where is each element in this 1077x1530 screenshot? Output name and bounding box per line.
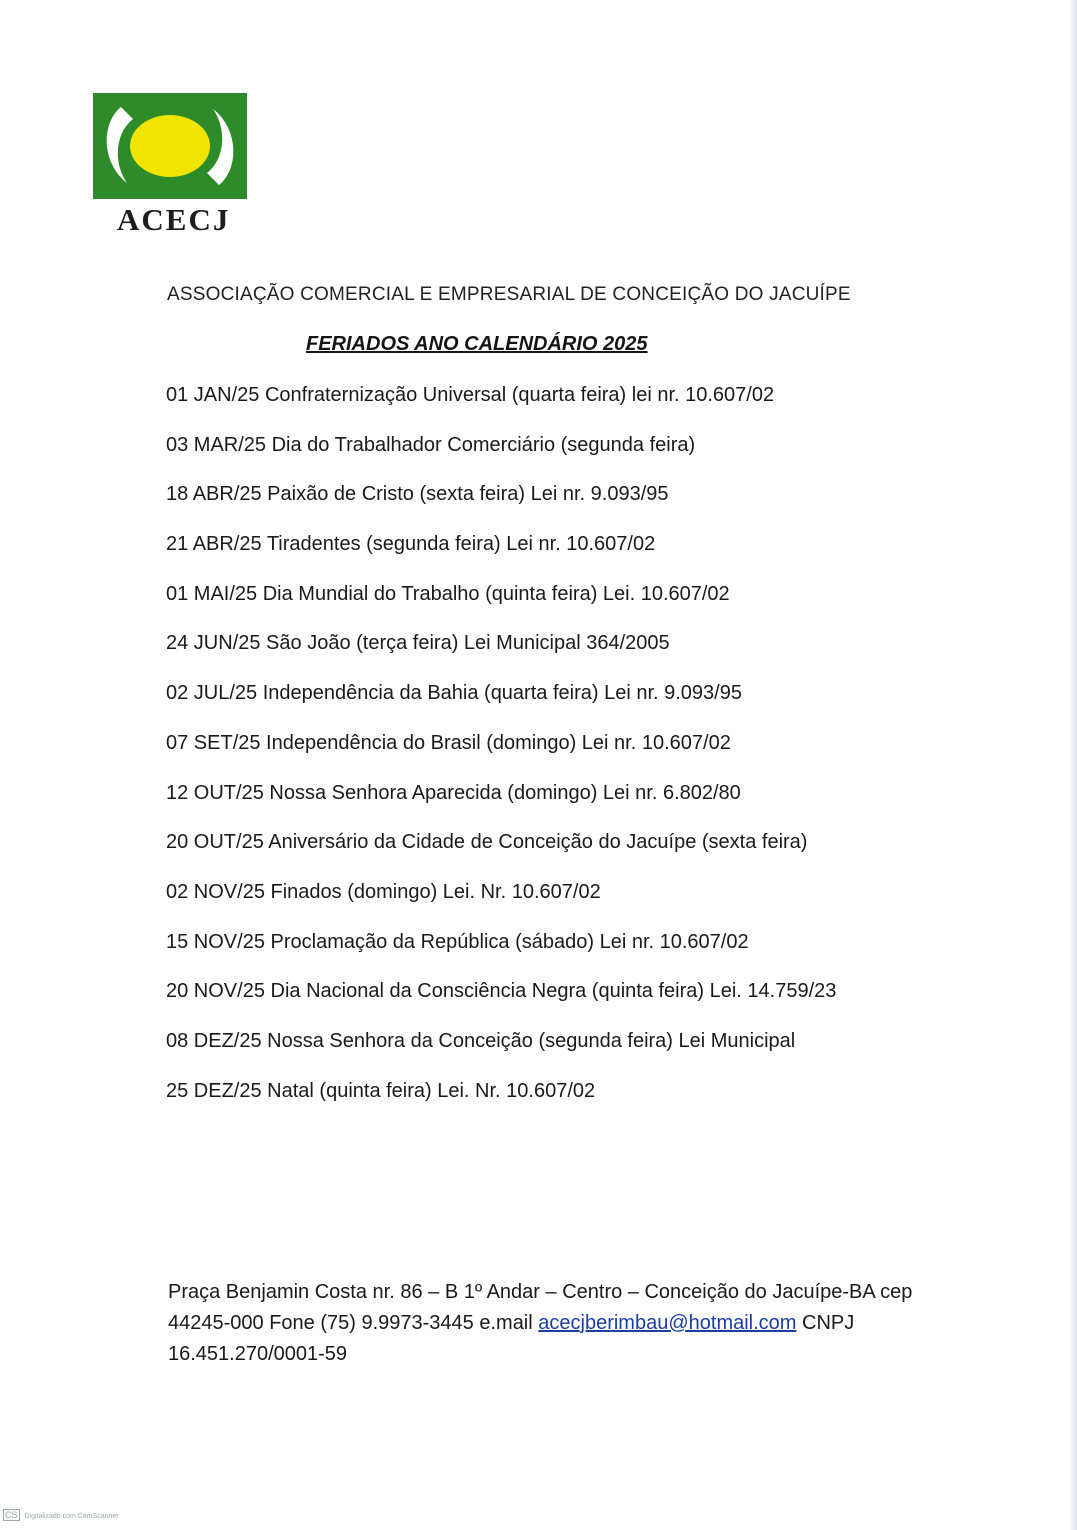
camscanner-icon: CS <box>5 1510 18 1520</box>
acecj-logo <box>93 93 247 199</box>
page-edge <box>1071 0 1077 1530</box>
holiday-item: 02 NOV/25 Finados (domingo) Lei. Nr. 10.607/02 <box>166 880 601 903</box>
logo-yellow-ellipse <box>130 115 210 177</box>
email-link[interactable]: acecjberimbau@hotmail.com <box>538 1312 797 1334</box>
holiday-item: 20 OUT/25 Aniversário da Cidade de Conceição do Jacuípe (sexta feira) <box>166 831 808 854</box>
footer-cnpj: CNPJ 16.451.270/0001-59 <box>168 1312 855 1365</box>
holiday-item: 15 NOV/25 Proclamação da República (sábado) Lei nr. 10.607/02 <box>166 930 749 953</box>
logo-text: ACECJ <box>117 202 231 237</box>
holiday-item: 20 NOV/25 Dia Nacional da Consciência Negra (quinta feira) Lei. 14.759/23 <box>166 980 837 1003</box>
organization-name: ASSOCIAÇÃO COMERCIAL E EMPRESARIAL DE CONCEIÇÃO DO JACUÍPE <box>167 284 851 305</box>
holiday-item: 02 JUL/25 Independência da Bahia (quarta feira) Lei nr. 9.093/95 <box>166 682 742 705</box>
holiday-item: 07 SET/25 Independência do Brasil (domingo) Lei nr. 10.607/02 <box>166 731 731 754</box>
holiday-item: 25 DEZ/25 Natal (quinta feira) Lei. Nr. 10.607/02 <box>166 1079 596 1102</box>
holiday-item: 08 DEZ/25 Nossa Senhora da Conceição (segunda feira) Lei Municipal <box>166 1029 796 1052</box>
document-title: FERIADOS ANO CALENDÁRIO 2025 <box>306 333 648 355</box>
footer-contact <box>168 1277 948 1370</box>
holiday-item: 12 OUT/25 Nossa Senhora Aparecida (domingo) Lei nr. 6.802/80 <box>166 781 741 804</box>
footer-address: Praça Benjamin Costa nr. 86 – B 1º Andar – Centro – Conceição do Jacuípe-BA cep 44245-000 Fone (75) 9.9973-3445 e.mail <box>168 1281 913 1334</box>
holiday-item: 01 JAN/25 Confraternização Universal (quarta feira) lei nr. 10.607/02 <box>166 384 775 406</box>
scanner-watermark <box>3 1509 119 1521</box>
holiday-item: 21 ABR/25 Tiradentes (segunda feira) Lei nr. 10.607/02 <box>166 533 656 556</box>
holiday-item: 01 MAI/25 Dia Mundial do Trabalho (quinta feira) Lei. 10.607/02 <box>166 582 730 605</box>
holiday-item: 24 JUN/25 São João (terça feira) Lei Municipal 364/2005 <box>166 632 670 655</box>
scanner-text: Digitalizado com CamScanner <box>24 1513 119 1520</box>
holiday-list <box>166 380 1026 1125</box>
holiday-item: 03 MAR/25 Dia do Trabalhador Comerciário (segunda feira) <box>166 433 696 456</box>
holiday-item: 18 ABR/25 Paixão de Cristo (sexta feira) Lei nr. 9.093/95 <box>166 483 669 506</box>
